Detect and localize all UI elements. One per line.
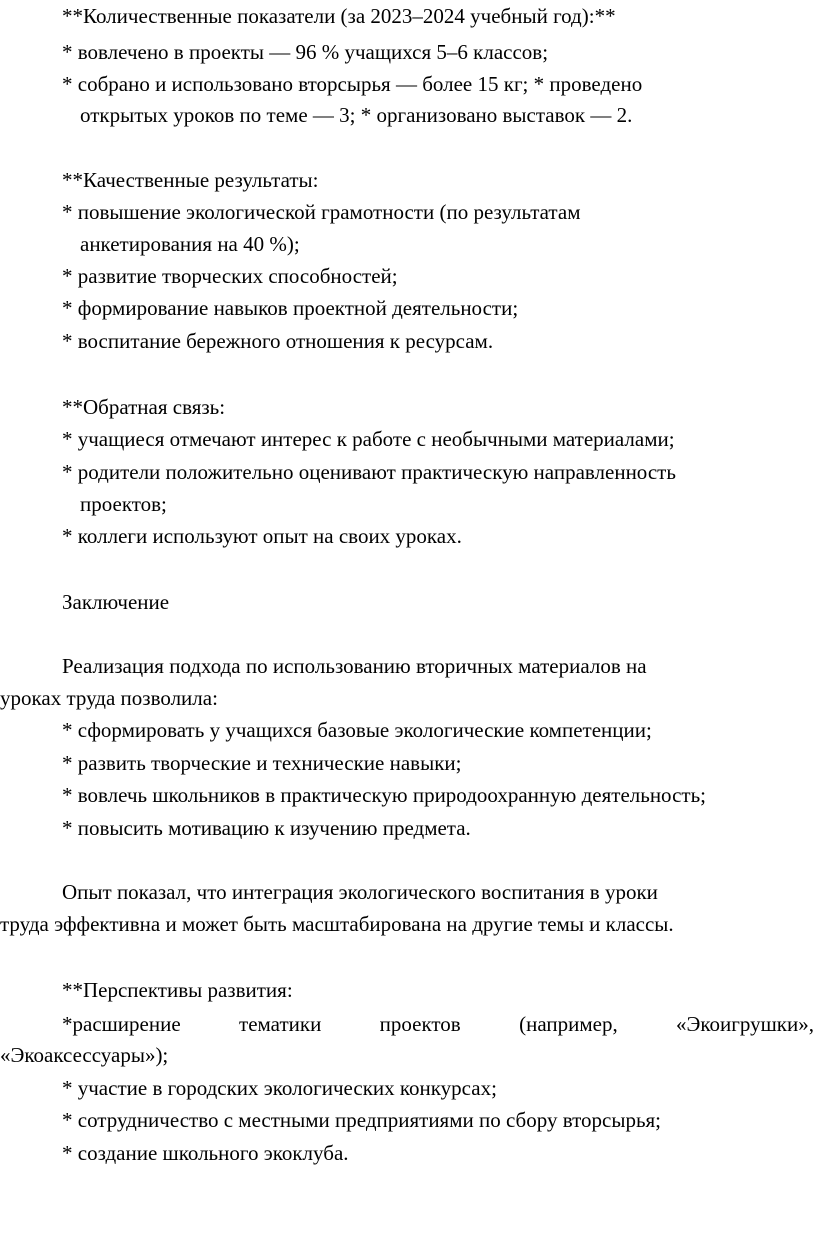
conclusion-bullet-1: * сформировать у учащихся базовые экологические компетенции;: [62, 718, 652, 742]
conclusion-bullet-2: * развить творческие и технические навыки;: [62, 751, 462, 775]
qual-bullet-2: * развитие творческих способностей;: [62, 264, 398, 288]
conclusion-bullet-4: * повысить мотивацию к изучению предмета.: [62, 816, 471, 840]
conclusion-intro-line-1: Реализация подхода по использованию вторичных материалов на: [62, 654, 647, 678]
feedback-bullet-3: * коллеги используют опыт на своих уроках.: [62, 524, 462, 548]
prospects-heading: **Перспективы развития:: [62, 978, 293, 1002]
feedback-bullet-2-line-2: проектов;: [80, 492, 167, 516]
quant-bullet-2-line-2: открытых уроков по теме — 3; * организовано выставок — 2.: [80, 103, 633, 127]
conclusion-heading: Заключение: [62, 590, 170, 614]
qual-heading: **Качественные результаты:: [62, 168, 319, 192]
feedback-heading: **Обратная связь:: [62, 395, 226, 419]
feedback-bullet-1: * учащиеся отмечают интерес к работе с необычными материалами;: [62, 427, 675, 451]
conclusion-paragraph-2-line-2: труда эффективна и может быть масштабирована на другие темы и классы.: [0, 912, 674, 936]
prospects-bullet-1-line-1: *расширение тематики проектов (например, «Экоигрушки»,: [62, 1012, 814, 1036]
conclusion-bullet-3: * вовлечь школьников в практическую природоохранную деятельность;: [62, 783, 706, 807]
feedback-bullet-2-line-1: * родители положительно оценивают практическую направленность: [62, 460, 676, 484]
quant-bullet-2-line-1: * собрано и использовано вторсырья — более 15 кг; * проведено: [62, 72, 643, 96]
quant-bullet-1: * вовлечено в проекты — 96 % учащихся 5–6 классов;: [62, 40, 549, 64]
conclusion-paragraph-2-line-1: Опыт показал, что интеграция экологического воспитания в уроки: [62, 880, 658, 904]
qual-bullet-1-line-2: анкетирования на 40 %);: [80, 232, 300, 256]
prospects-bullet-3: * сотрудничество с местными предприятиями по сбору вторсырья;: [62, 1108, 662, 1132]
qual-bullet-1-line-1: * повышение экологической грамотности (по результатам: [62, 200, 581, 224]
prospects-bullet-2: * участие в городских экологических конкурсах;: [62, 1076, 497, 1100]
prospects-bullet-1-line-2: «Экоаксессуары»);: [0, 1043, 169, 1067]
qual-bullet-4: * воспитание бережного отношения к ресурсам.: [62, 329, 494, 353]
conclusion-intro-line-2: уроках труда позволила:: [0, 686, 218, 710]
quant-heading: **Количественные показатели (за 2023–2024 учебный год):**: [62, 4, 616, 28]
qual-bullet-3: * формирование навыков проектной деятельности;: [62, 296, 519, 320]
prospects-bullet-4: * создание школьного экоклуба.: [62, 1141, 349, 1165]
